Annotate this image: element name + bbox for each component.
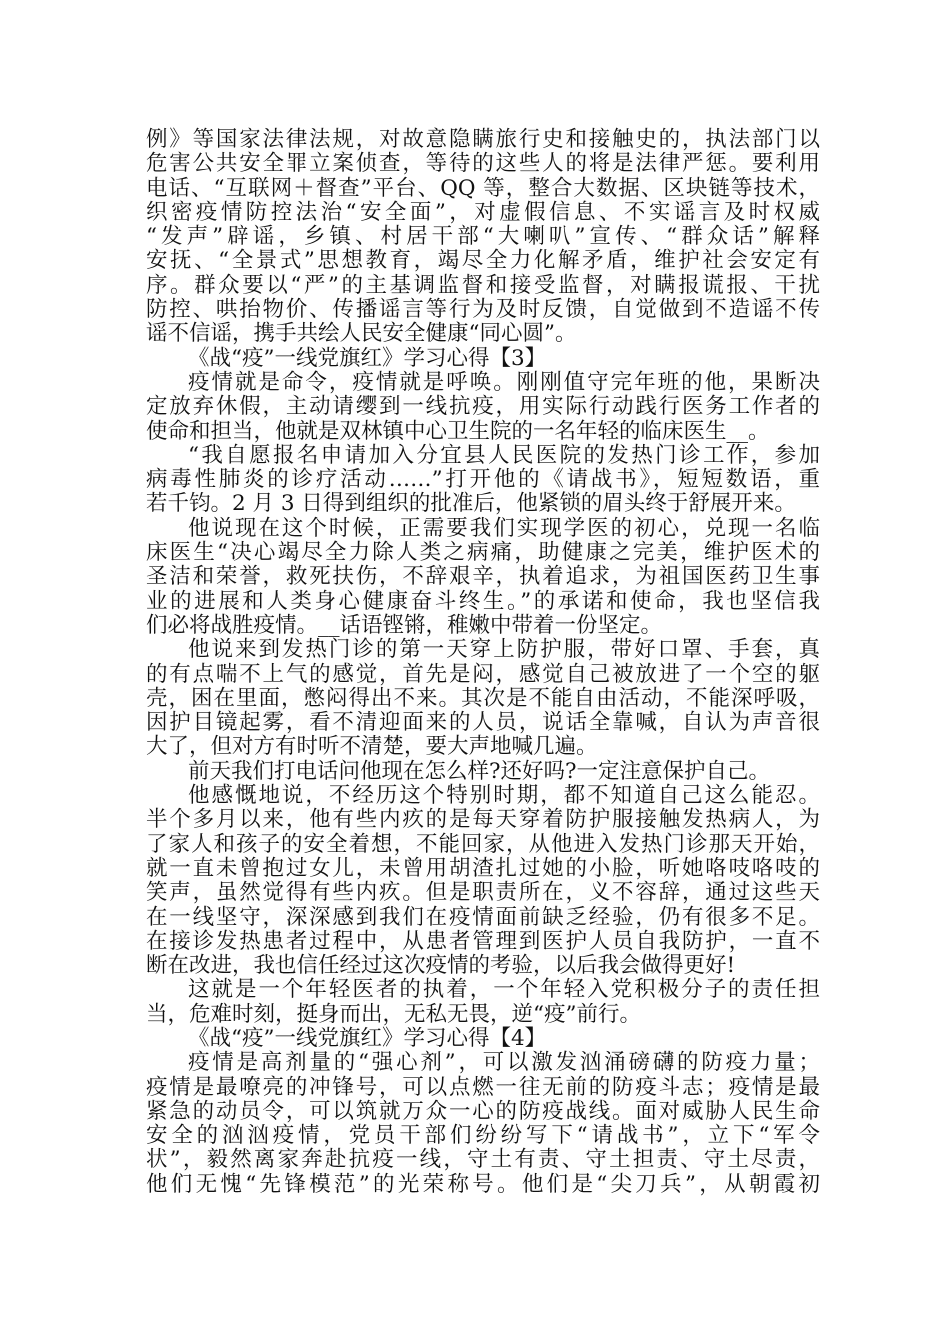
text-line: 了家人和孩子的安全着想，不能回家，从他进入发热门诊那天开始， xyxy=(146,831,820,857)
text-line: 前天我们打电话问他现在怎么样?还好吗?一定注意保护自己。 xyxy=(188,758,771,784)
text-line: 若千钧。2 月 3 日得到组织的批准后，他紧锁的眉头终于舒展开来。 xyxy=(146,491,796,517)
text-line: 当，危难时刻，挺身而出，无私无畏，逆“疫”前行。 xyxy=(146,1001,641,1027)
text-line: 业的进展和人类身心健康奋斗终生。”的承诺和使命，我也坚信我 xyxy=(146,588,820,614)
text-line: 半个多月以来，他有些内疚的是每天穿着防护服接触发热病人，为 xyxy=(146,807,820,833)
text-line: “我自愿报名申请加入分宜县人民医院的发热门诊工作，参加 xyxy=(188,442,820,468)
text-line: 断在改进，我也信任经过这次疫情的考验，以后我会做得更好! xyxy=(146,953,736,979)
text-line: 们必将战胜疫情。__话语铿锵，稚嫩中带着一份坚定。 xyxy=(146,612,663,638)
text-line: 在一线坚守，深深感到我们在疫情面前缺乏经验，仍有很多不足。 xyxy=(146,904,820,930)
text-line: 圣洁和荣誉，救死扶伤，不辞艰辛，执着追求，为祖国医药卫生事 xyxy=(146,564,820,590)
text-line: 因护目镜起雾，看不清迎面来的人员，说话全靠喊，自认为声音很 xyxy=(146,710,820,736)
text-line: 状”，毅然离家奔赴抗疫一线，守土有责、守土担责、守土尽责， xyxy=(146,1147,820,1173)
text-line: 就一直未曾抱过女儿，未曾用胡渣扎过她的小脸，听她咯吱咯吱的 xyxy=(146,855,820,881)
body-text xyxy=(146,128,820,1197)
text-line: 织密疫情防控法治“安全面”，对虚假信息、不实谣言及时权威 xyxy=(146,199,820,225)
text-line: 谣不信谣，携手共绘人民安全健康“同心圆”。 xyxy=(146,321,577,347)
text-line: 疫情是高剂量的“强心剂”，可以激发汹涌磅礴的防疫力量； xyxy=(188,1050,820,1076)
text-line: 电话、“互联网＋督查”平台、QQ 等，整合大数据、区块链等技术， xyxy=(146,175,820,201)
text-line: 病毒性肺炎的诊疗活动……”打开他的《请战书》，短短数语，重 xyxy=(146,467,820,493)
text-line: 使命和担当，他就是双林镇中心卫生院的一名年轻的临床医生__。 xyxy=(146,418,770,444)
text-line: 床医生“决心竭尽全力除人类之病痛，助健康之完美，维护医术的 xyxy=(146,540,820,566)
text-line: 疫情就是命令，疫情就是呼唤。刚刚值守完年班的他，果断决 xyxy=(188,369,820,395)
text-line: 大了，但对方有时听不清楚，要大声地喊几遍。 xyxy=(146,734,598,760)
text-line: 危害公共安全罪立案侦查，等待的这些人的将是法律严惩。要利用 xyxy=(146,151,820,177)
text-line: 安全的汹汹疫情，党员干部们纷纷写下“请战书”，立下“军令 xyxy=(146,1123,820,1149)
text-line: 定放弃休假，主动请缨到一线抗疫，用实际行动践行医务工作者的 xyxy=(146,394,820,420)
text-line: 他说来到发热门诊的第一天穿上防护服，带好口罩、手套，真 xyxy=(188,637,820,663)
text-line: 在接诊发热患者过程中，从患者管理到医护人员自我防护，一直不 xyxy=(146,928,820,954)
text-line: 序。群众要以“严”的主基调监督和接受监督，对瞒报谎报、干扰 xyxy=(146,272,820,298)
text-line: 的有点喘不上气的感觉，首先是闷，感觉自己被放进了一个空的躯 xyxy=(146,661,820,687)
section-heading: 《战“疫”一线党旗红》学习心得【3】 xyxy=(188,345,547,371)
text-line: 疫情是最嘹亮的冲锋号，可以点燃一往无前的防疫斗志；疫情是最 xyxy=(146,1074,820,1100)
text-line: 安抚、“全景式”思想教育，竭尽全力化解矛盾，维护社会安定有 xyxy=(146,248,820,274)
text-line: 他们无愧“先锋模范”的光荣称号。他们是“尖刀兵”，从朝霞初 xyxy=(146,1171,820,1197)
text-line: 他感慨地说，不经历这个特别时期，都不知道自己这么能忍。 xyxy=(188,783,820,809)
text-line: 他说现在这个时候，正需要我们实现学医的初心，兑现一名临 xyxy=(188,515,820,541)
text-line: “发声”辟谣，乡镇、村居干部“大喇叭”宣传、“群众话”解释 xyxy=(146,224,820,250)
text-line: 这就是一个年轻医者的执着，一个年轻入党积极分子的责任担 xyxy=(188,977,820,1003)
text-line: 笑声，虽然觉得有些内疚。但是职责所在，义不容辞，通过这些天 xyxy=(146,880,820,906)
text-line: 壳，困在里面，憋闷得出不来。其次是不能自由活动，不能深呼吸， xyxy=(146,685,820,711)
text-line: 防控、哄抬物价、传播谣言等行为及时反馈，自觉做到不造谣不传 xyxy=(146,297,820,323)
section-heading: 《战“疫”一线党旗红》学习心得【4】 xyxy=(188,1025,547,1051)
text-line: 例》等国家法律法规，对故意隐瞒旅行史和接触史的，执法部门以 xyxy=(146,127,820,152)
text-line: 紧急的动员令，可以筑就万众一心的防疫战线。面对威胁人民生命 xyxy=(146,1098,820,1124)
